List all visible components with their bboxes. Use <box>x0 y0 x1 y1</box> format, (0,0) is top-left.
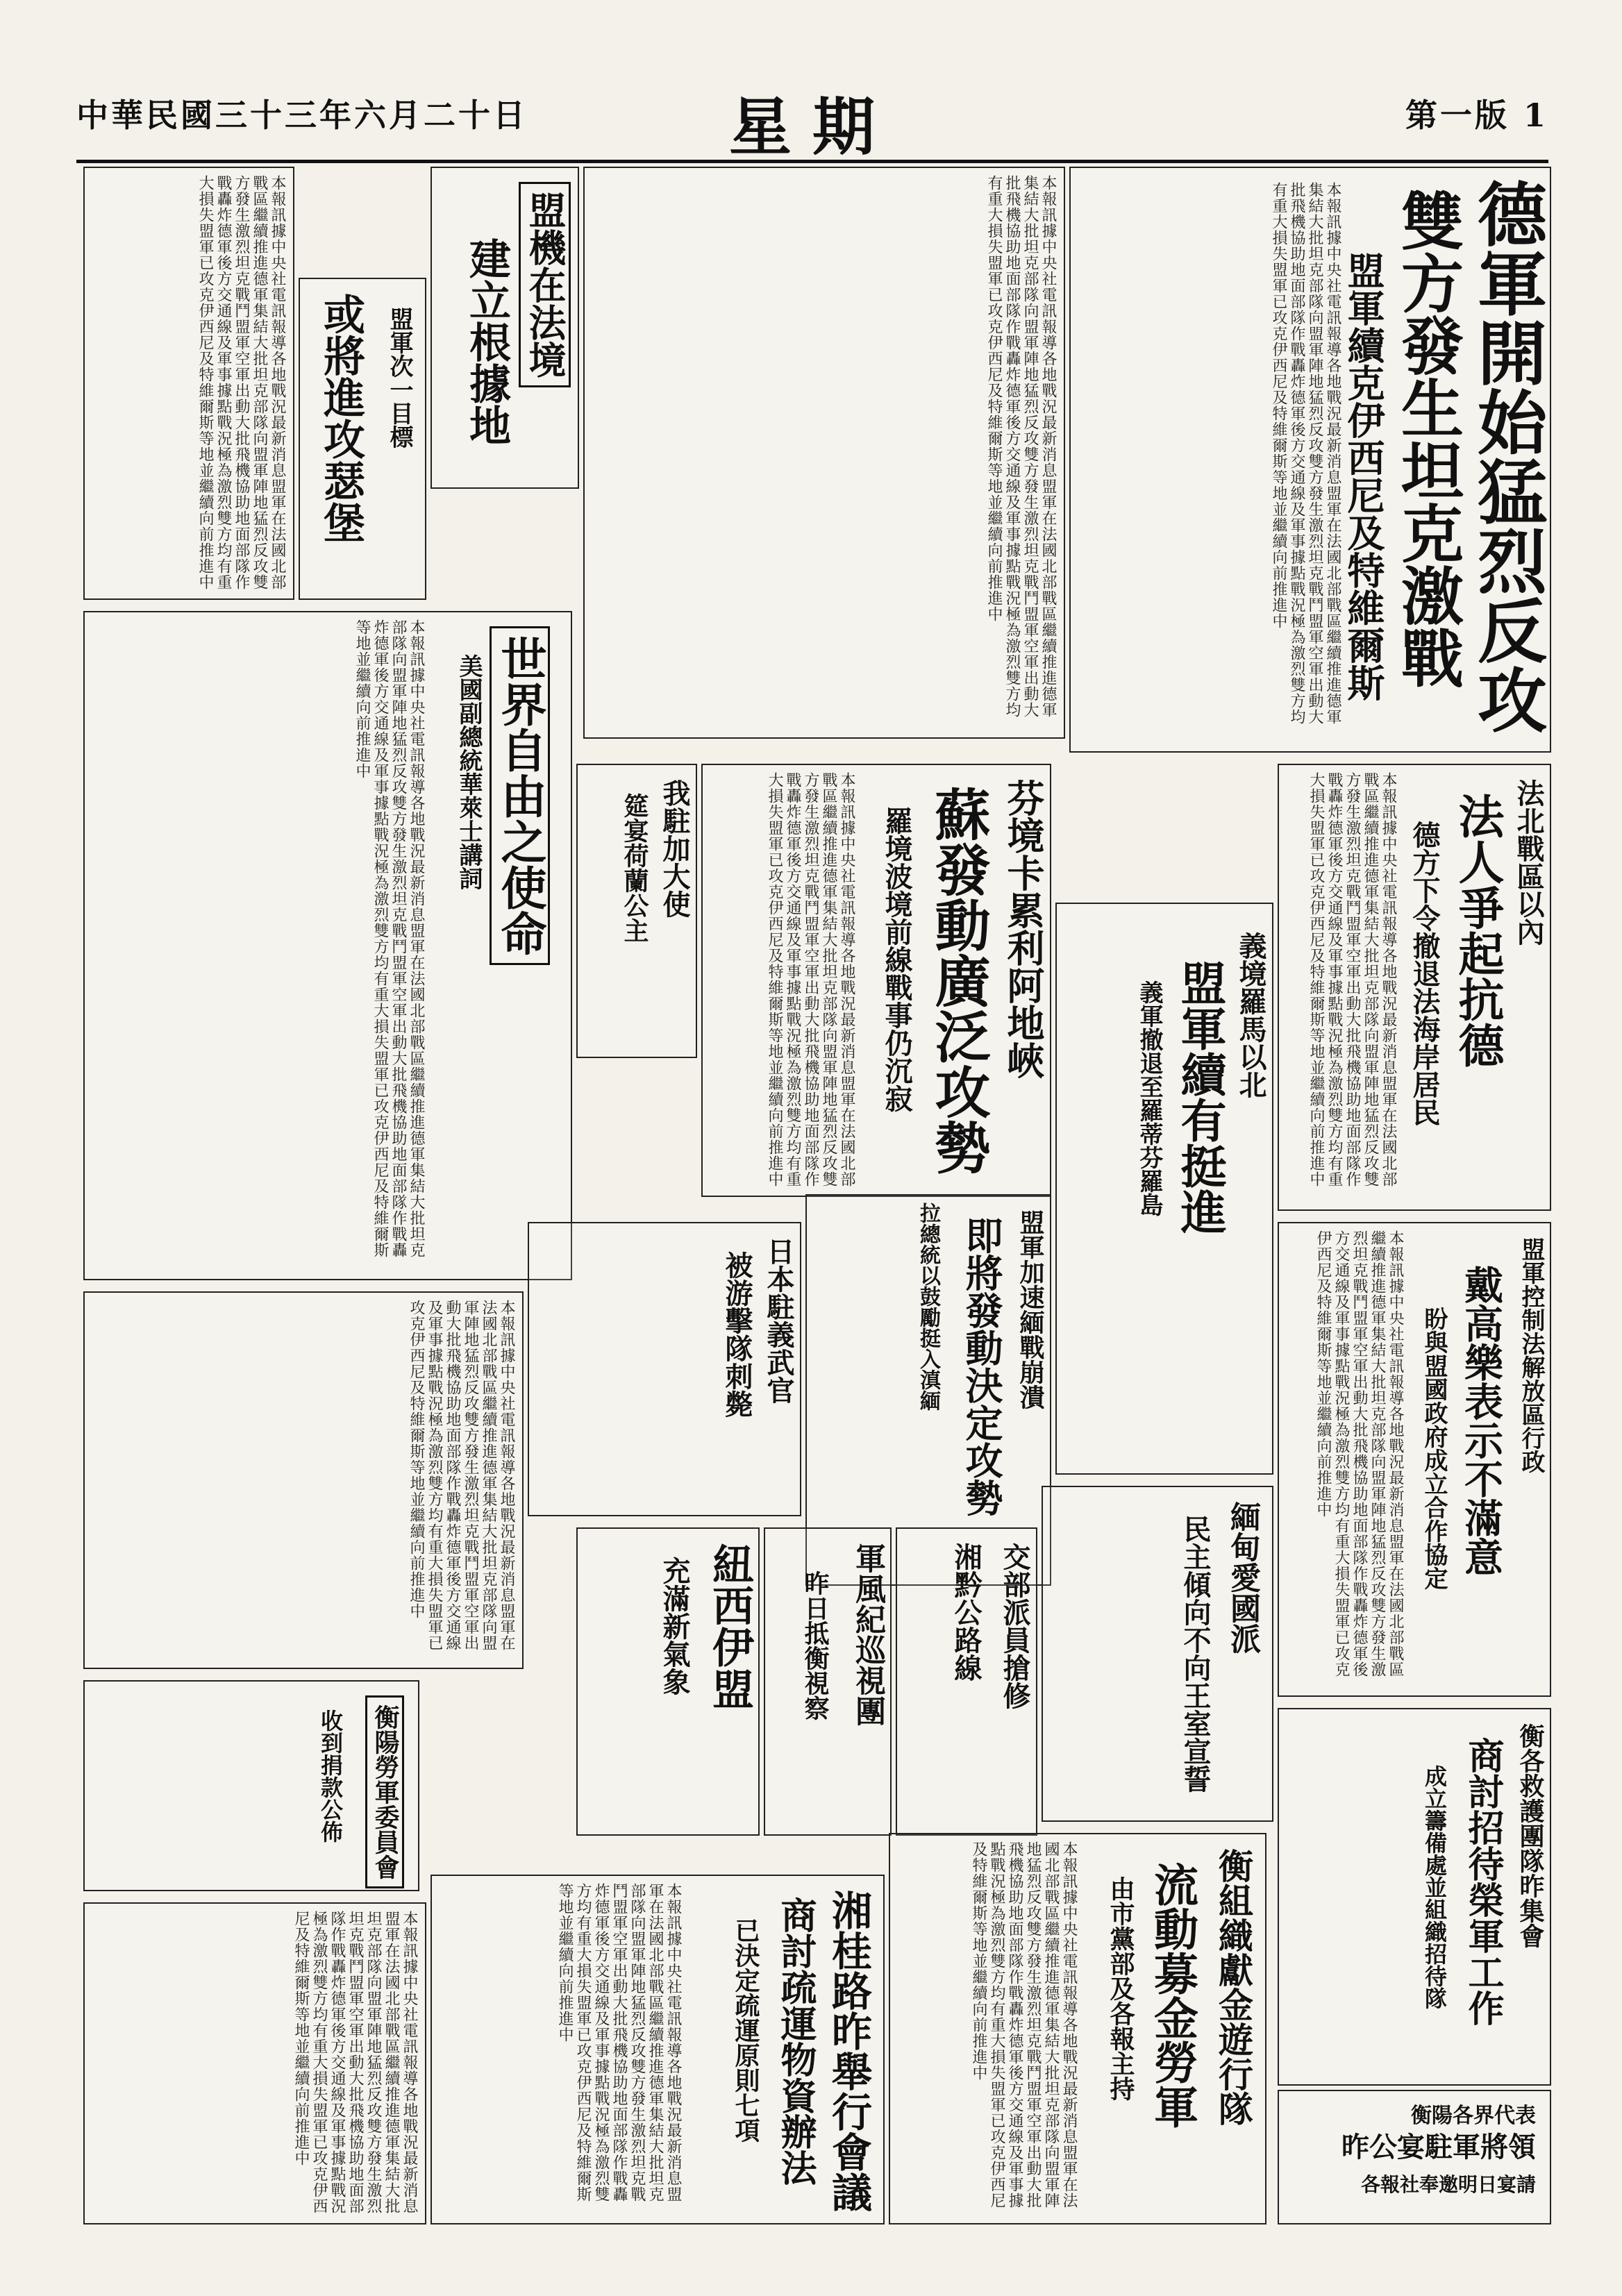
subhead-offensive: 盟軍加速緬戰崩潰 <box>1016 1209 1045 1409</box>
article-donation <box>889 1833 1266 2224</box>
article-karelia <box>701 764 1051 1197</box>
deck-donation: 由市黨部及各報主持 <box>1106 1876 1135 2101</box>
headline-nationalist: 緬甸愛國派 <box>1225 1501 1260 1654</box>
article-main <box>1069 167 1551 753</box>
subhead-cherbourg: 盟軍次一目標 <box>385 307 413 449</box>
subhead-donation: 衡組織獻金遊行隊 <box>1213 1848 1254 2126</box>
article-italy <box>1055 903 1273 1475</box>
subhead-banquet: 衡陽各界代表 <box>1411 2104 1536 2128</box>
subhead-communication: 湘黔公路線 <box>950 1543 983 1682</box>
article-railway <box>430 1875 885 2224</box>
article-left-top-body: 本報訊據中央社電訊報導各地戰況最新消息盟軍在法國北部戰區繼續推進德軍集結大批坦克部隊向盟軍陣地猛烈反攻雙方發生激烈坦克戰鬥盟軍空軍出動大批飛機協助地面部隊作戰轟炸德軍後方交通線及軍事據點戰況極為激烈雙方均有重大損失盟軍已攻克伊西尼及特維爾斯等地並繼續向前推進中 <box>197 175 286 590</box>
headline-france: 盟機在法境 <box>519 182 571 387</box>
subhead-main: 雙方發生坦克激戰 <box>1390 189 1464 689</box>
article-railway-body: 本報訊據中央社電訊報導各地戰況最新消息盟軍在法國北部戰區繼續推進德軍集結大批坦克部隊向盟軍陣地猛烈反攻雙方發生激烈坦克戰鬥盟軍空軍出動大批飛機協助地面部隊作戰轟炸德軍後方交通線及軍事據點戰況極為激烈雙方均有重大損失盟軍已攻克伊西尼及特維爾斯等地並繼續向前推進中 <box>556 1883 682 2202</box>
article-freedom <box>83 611 572 1280</box>
article-banquet <box>1278 2090 1551 2224</box>
headline-ambassador: 我駐加大使 <box>658 779 691 918</box>
article-relief <box>1278 1708 1551 2086</box>
article-donation-body: 本報訊據中央社電訊報導各地戰況最新消息盟軍在法國北部戰區繼續推進德軍集結大批坦克部隊向盟軍陣地猛烈反攻雙方發生激烈坦克戰鬥盟軍空軍出動大批飛機協助地面部隊作戰轟炸德軍後方交通線及軍事據點戰況極為激烈雙方均有重大損失盟軍已攻克伊西尼及特維爾斯等地並繼續向前推進中 <box>970 1841 1078 2209</box>
headline-japan: 日本駐義武官 <box>762 1237 795 1404</box>
article-main-body: 本報訊據中央社電訊報導各地戰況最新消息盟軍在法國北部戰區繼續推進德軍集結大批坦克部隊向盟軍陣地猛烈反攻雙方發生激烈坦克戰鬥盟軍空軍出動大批飛機協助地面部隊作戰轟炸德軍後方交通線及軍事據點戰況極為激烈雙方均有重大損失盟軍已攻克伊西尼及特維爾斯等地並繼續向前推進中 <box>1270 182 1341 725</box>
subhead-degaulle: 盼與盟國政府成立合作協定 <box>1420 1307 1448 1590</box>
subhead-relief: 衡各救護團隊昨集會 <box>1516 1723 1545 1948</box>
headline-north: 法人爭起抗德 <box>1450 793 1505 1068</box>
masthead-title: 星期 <box>729 90 896 164</box>
article-north-body: 本報訊據中央社電訊報導各地戰況最新消息盟軍在法國北部戰區繼續推進德軍集結大批坦克部隊向盟軍陣地猛烈反攻雙方發生激烈坦克戰鬥盟軍空軍出動大批飛機協助地面部隊作戰轟炸德軍後方交通線及軍事據點戰況極為激烈雙方均有重大損失盟軍已攻克伊西尼及特維爾斯等地並繼續向前推進中 <box>1307 772 1397 1187</box>
headline-karelia: 蘇發動廣泛攻勢 <box>926 786 991 1175</box>
article-left-middle-body: 本報訊據中央社電訊報導各地戰況最新消息盟軍在法國北部戰區繼續推進德軍集結大批坦克部隊向盟軍陣地猛烈反攻雙方發生激烈坦克戰鬥盟軍空軍出動大批飛機協助地面部隊作戰轟炸德軍後方交通線及軍事據點戰況極為激烈雙方均有重大損失盟軍已攻克伊西尼及特維爾斯等地並繼續向前推進中 <box>408 1300 515 1651</box>
masthead <box>76 76 1548 163</box>
headline-communication: 交部派員搶修 <box>998 1543 1031 1709</box>
headline-fund: 衡陽勞軍委員會 <box>365 1695 404 1888</box>
subhead-italy: 義軍撤退至羅蒂芬羅島 <box>1135 980 1163 1216</box>
subhead-nationalist: 民主傾向不向王室宣誓 <box>1179 1515 1212 1793</box>
subhead-north: 德方下令撤退法海岸居民 <box>1408 821 1441 1126</box>
headline-newzealand: 紐西伊盟 <box>705 1543 754 1709</box>
headline-army: 軍風紀巡視團 <box>850 1543 885 1726</box>
article-bottom-left <box>83 1902 426 2224</box>
subhead-newzealand: 充滿新氣象 <box>658 1557 691 1695</box>
article-newzealand <box>576 1527 760 1836</box>
deck-degaulle: 盟軍控制法解放區行政 <box>1517 1237 1545 1473</box>
article-freedom-body: 本報訊據中央社電訊報導各地戰況最新消息盟軍在法國北部戰區繼續推進德軍集結大批坦克部隊向盟軍陣地猛烈反攻雙方發生激烈坦克戰鬥盟軍空軍出動大批飛機協助地面部隊作戰轟炸德軍後方交通線及軍事據點戰況極為激烈雙方均有重大損失盟軍已攻克伊西尼及特維爾斯等地並繼續向前推進中 <box>353 619 425 1258</box>
article-japan <box>528 1222 801 1516</box>
headline-freedom: 世界自由之使命 <box>490 626 550 965</box>
subhead-ambassador: 筵宴荷蘭公主 <box>620 793 649 943</box>
article-main-cont <box>583 167 1065 739</box>
article-main-cont-body: 本報訊據中央社電訊報導各地戰況最新消息盟軍在法國北部戰區繼續推進德軍集結大批坦克部隊向盟軍陣地猛烈反攻雙方發生激烈坦克戰鬥盟軍空軍出動大批飛機協助地面部隊作戰轟炸德軍後方交通線及軍事據點戰況極為激烈雙方均有重大損失盟軍已攻克伊西尼及特維爾斯等地並繼續向前推進中 <box>985 175 1057 718</box>
headline-cherbourg: 或將進攻瑟堡 <box>317 293 365 543</box>
article-left-middle <box>83 1291 524 1669</box>
subhead-fund: 收到捐款公佈 <box>317 1709 344 1843</box>
subhead-japan: 被游擊隊刺斃 <box>721 1251 753 1418</box>
article-army <box>764 1527 892 1836</box>
deck-karelia: 羅境波境前線戰事仍沉寂 <box>880 807 913 1112</box>
article-fund <box>83 1680 419 1891</box>
article-bottom-left-body: 本報訊據中央社電訊報導各地戰況最新消息盟軍在法國北部戰區繼續推進德軍集結大批坦克部隊向盟軍陣地猛烈反攻雙方發生激烈坦克戰鬥盟軍空軍出動大批飛機協助地面部隊作戰轟炸德軍後方交通線及軍事據點戰況極為激烈雙方均有重大損失盟軍已攻克伊西尼及特維爾斯等地並繼續向前推進中 <box>292 1911 418 2214</box>
deck-relief: 成立籌備處並組織招待隊 <box>1421 1765 1448 2009</box>
article-cherbourg <box>299 278 426 600</box>
headline-banquet: 昨公宴駐軍將領 <box>1341 2131 1536 2163</box>
subhead-army: 昨日抵衡視察 <box>801 1570 830 1720</box>
article-left-top <box>83 167 294 600</box>
deck-main: 盟軍續克伊西尼及特維爾斯 <box>1341 251 1386 701</box>
subhead-karelia: 芬境卡累利阿地峽 <box>1001 779 1046 1079</box>
headline-railway: 湘桂路昨舉行會議 <box>825 1890 872 2212</box>
subhead-railway: 商討疏運物資辦法 <box>774 1897 817 2186</box>
deck-north: 法北戰區以內 <box>1512 779 1545 946</box>
headline-degaulle: 戴高樂表示不滿意 <box>1458 1265 1504 1576</box>
headline-italy: 盟軍續有挺進 <box>1173 960 1227 1234</box>
article-ambassador <box>576 764 697 1058</box>
deck-offensive: 拉總統以鼓勵挺入滇緬 <box>916 1203 940 1411</box>
article-france <box>430 167 579 489</box>
deck-railway: 已決定疏運原則七項 <box>731 1918 760 2143</box>
article-nationalist <box>1042 1486 1273 1822</box>
headline-main: 德軍開始猛烈反攻 <box>1466 178 1548 734</box>
article-degaulle-body: 本報訊據中央社電訊報導各地戰況最新消息盟軍在法國北部戰區繼續推進德軍集結大批坦克部隊向盟軍陣地猛烈反攻雙方發生激烈坦克戰鬥盟軍空軍出動大批飛機協助地面部隊作戰轟炸德軍後方交通線及軍事據點戰況極為激烈雙方均有重大損失盟軍已攻克伊西尼及特維爾斯等地並繼續向前推進中 <box>1314 1230 1404 1677</box>
article-karelia-body: 本報訊據中央社電訊報導各地戰況最新消息盟軍在法國北部戰區繼續推進德軍集結大批坦克部隊向盟軍陣地猛烈反攻雙方發生激烈坦克戰鬥盟軍空軍出動大批飛機協助地面部隊作戰轟炸德軍後方交通線及軍事據點戰況極為激烈雙方均有重大損失盟軍已攻克伊西尼及特維爾斯等地並繼續向前推進中 <box>766 772 855 1187</box>
masthead-page: 第一版 1 <box>1405 97 1548 134</box>
subhead-france: 建立根據地 <box>462 237 511 446</box>
article-degaulle <box>1278 1222 1551 1697</box>
headline-donation: 流動募金勞軍 <box>1146 1862 1198 2129</box>
deck-italy: 義境羅馬以北 <box>1235 932 1267 1098</box>
subhead-freedom: 美國副總統華萊士講詞 <box>455 654 483 890</box>
deck-banquet: 各報社奉邀明日宴請 <box>1360 2173 1536 2196</box>
masthead-date: 中華民國三十三年六月二十日 <box>76 97 528 134</box>
headline-offensive: 即將發動決定攻勢 <box>960 1216 1004 1516</box>
article-north <box>1278 764 1551 1211</box>
headline-relief: 商討招待榮軍工作 <box>1462 1737 1504 2026</box>
article-communication <box>896 1527 1037 1836</box>
